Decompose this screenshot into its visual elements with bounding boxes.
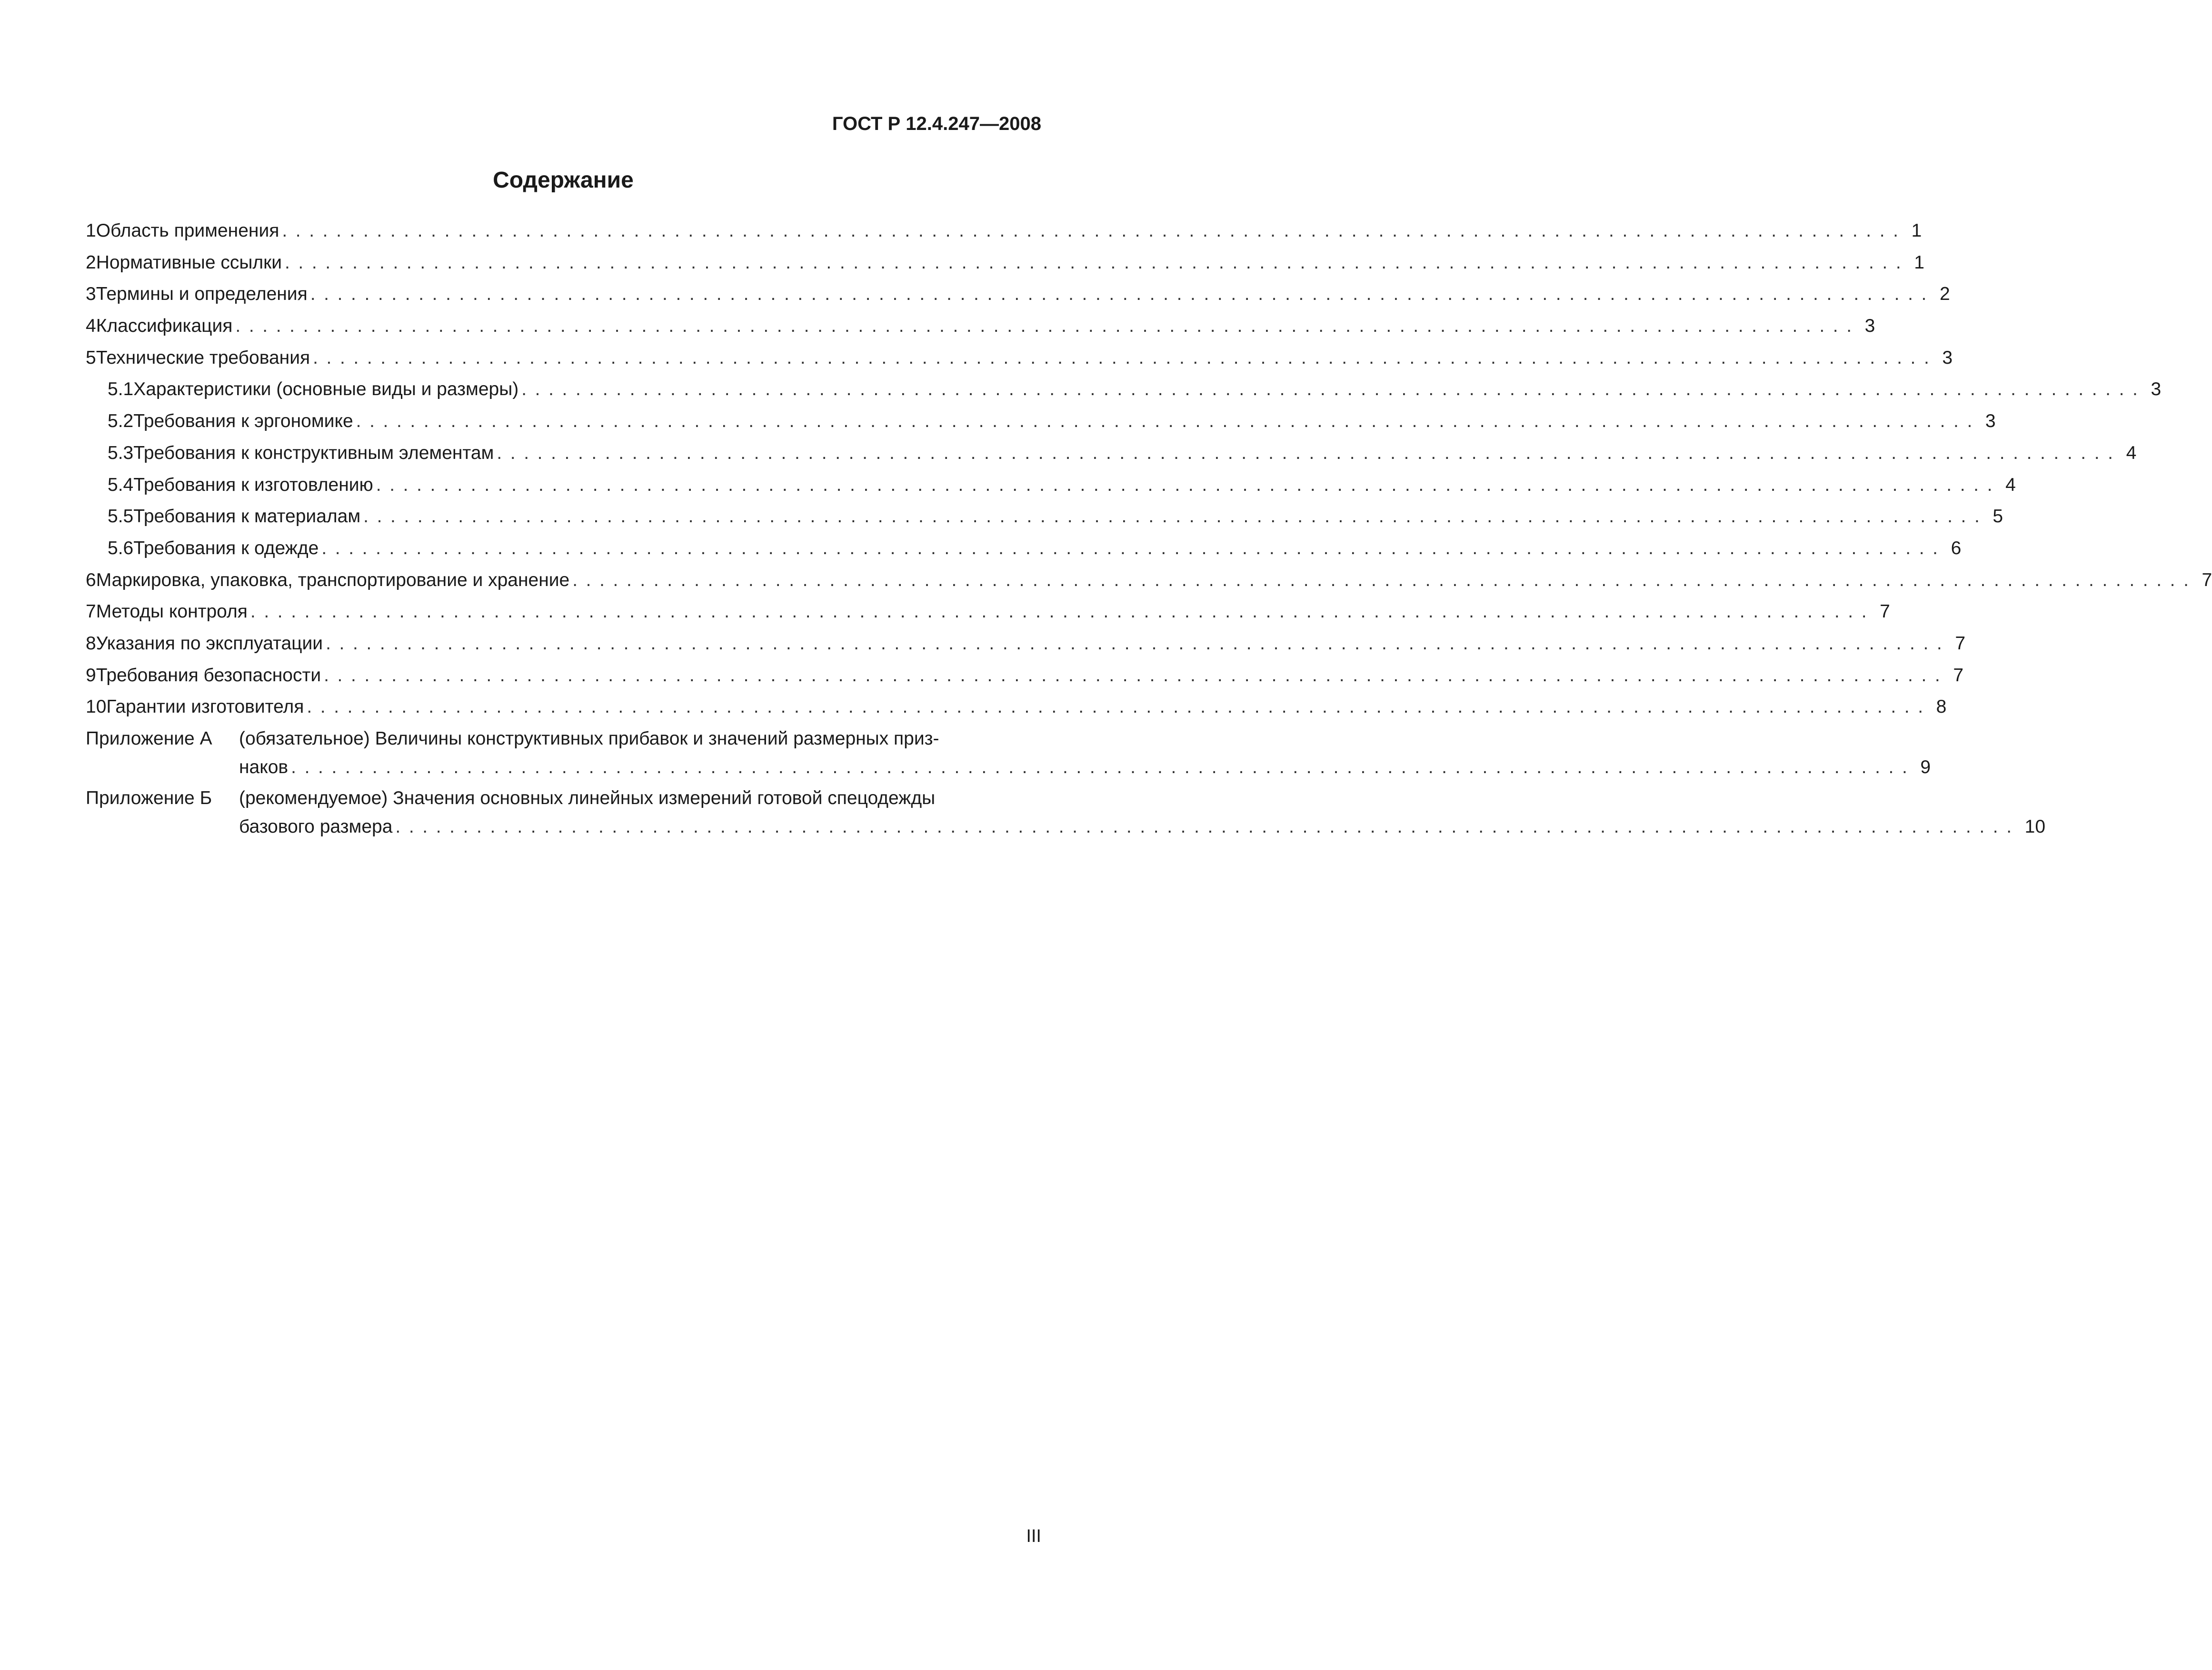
appendix-label: Приложение А <box>86 728 212 749</box>
appendix-title-line1: (обязательное) Величины конструктивных прибавок и значений размерных приз- <box>239 728 939 749</box>
dot-leader: ........................................................................................................................ <box>326 633 1951 654</box>
toc-entry-title: Нормативные ссылки <box>96 252 282 273</box>
toc-entry-page: 1 <box>1911 220 1922 241</box>
dot-leader: ........................................................................................................................ <box>310 284 1935 305</box>
toc-entry-title: Требования к материалам <box>133 506 361 527</box>
dot-leader: ........................................................................................................................ <box>356 411 1981 432</box>
toc-entry-number: 5.1 <box>108 379 134 400</box>
toc-subentry[interactable] <box>86 500 2003 532</box>
dot-leader: ........................................................................................................................ <box>321 537 1946 558</box>
toc-entry[interactable] <box>86 214 1922 246</box>
toc-entry-number: 5.2 <box>108 411 134 432</box>
toc-entry-title: Требования к конструктивным элементам <box>133 442 494 463</box>
toc-entry-page: 2 <box>1939 284 1950 305</box>
toc-entry[interactable] <box>86 595 1890 627</box>
dot-leader: ........................................................................................................................ <box>282 220 1907 241</box>
toc-entry[interactable] <box>86 309 1875 341</box>
appendix-label: Приложение Б <box>86 788 212 808</box>
dot-leader: ........................................................................................................................ <box>235 316 1860 337</box>
toc-entry-title: Технические требования <box>96 347 310 368</box>
dot-leader: ........................................................................................................................ <box>307 696 1932 717</box>
toc-entry-title: Маркировка, упаковка, транспортирование и хранение <box>96 569 570 590</box>
toc-entry-number: 2 <box>86 252 96 273</box>
toc-entry-title: Классификация <box>96 316 233 337</box>
toc-subentry[interactable] <box>86 405 1996 437</box>
toc-entry-title: Характеристики (основные виды и размеры) <box>133 379 519 400</box>
toc-appendix-entry[interactable] <box>86 722 1931 782</box>
toc-entry-page: 10 <box>2024 816 2046 837</box>
toc-entry-page: 4 <box>2005 474 2016 495</box>
toc-entry-number: 7 <box>86 601 96 622</box>
toc-entry[interactable] <box>86 659 1964 691</box>
toc-entry-title: Требования к изготовлению <box>133 474 373 495</box>
toc-entry-title: Гарантии изготовителя <box>106 696 304 717</box>
toc-entry-page: 3 <box>1985 411 1996 432</box>
toc-entry-page: 7 <box>1953 665 1964 686</box>
toc-subentry[interactable] <box>86 468 2016 500</box>
dot-leader: ........................................................................................................................ <box>521 379 2146 400</box>
toc-entry-page: 7 <box>1955 633 1966 654</box>
dot-leader: ........................................................................................................................ <box>291 757 1916 777</box>
table-of-contents <box>86 214 2212 841</box>
dot-leader: ........................................................................................................................ <box>313 347 1938 368</box>
toc-entry-number: 5.6 <box>108 537 134 558</box>
toc-entry-page: 9 <box>1920 757 1931 777</box>
toc-entry-number: 5.4 <box>108 474 134 495</box>
toc-entry-number: 8 <box>86 633 96 654</box>
toc-entry-number: 1 <box>86 220 96 241</box>
dot-leader: ........................................................................................................................ <box>497 442 2122 463</box>
toc-entry-title: Методы контроля <box>96 601 248 622</box>
appendix-title-line2: наков <box>239 757 289 777</box>
page-folio: III <box>1026 1526 1041 1546</box>
dot-leader: ........................................................................................................................ <box>363 506 1988 527</box>
toc-entry-page: 1 <box>1914 252 1924 273</box>
toc-entry-page: 8 <box>1936 696 1947 717</box>
toc-entry-page: 7 <box>1880 601 1890 622</box>
dot-leader: ........................................................................................................................ <box>572 569 2197 590</box>
toc-entry-number: 4 <box>86 316 96 337</box>
toc-title: Содержание <box>493 168 634 193</box>
toc-subentry[interactable] <box>86 437 2137 468</box>
toc-entry-page: 3 <box>1942 347 1953 368</box>
toc-entry[interactable] <box>86 564 2212 596</box>
toc-entry-page: 6 <box>1951 537 1962 558</box>
appendix-title-line1: (рекомендуемое) Значения основных линейных измерений готовой спецодежды <box>239 788 936 808</box>
dot-leader: ........................................................................................................................ <box>250 601 1875 622</box>
toc-entry-page: 4 <box>2126 442 2137 463</box>
toc-entry-number: 5 <box>86 347 96 368</box>
document-code: ГОСТ Р 12.4.247—2008 <box>832 113 1041 134</box>
toc-entry-number: 9 <box>86 665 96 686</box>
toc-entry[interactable] <box>86 278 1950 309</box>
toc-entry-title: Требования к эргономике <box>133 411 353 432</box>
toc-entry[interactable] <box>86 341 1953 373</box>
toc-entry-number: 5.5 <box>108 506 134 527</box>
toc-entry[interactable] <box>86 627 1966 659</box>
appendix-title-line2: базового размера <box>239 816 393 837</box>
toc-entry-page: 3 <box>1864 316 1875 337</box>
toc-entry-title: Термины и определения <box>96 284 308 305</box>
toc-entry-page: 7 <box>2202 569 2212 590</box>
toc-entry-title: Указания по эксплуатации <box>96 633 323 654</box>
toc-entry-title: Требования безопасности <box>96 665 321 686</box>
toc-entry-title: Область применения <box>96 220 279 241</box>
toc-entry[interactable] <box>86 246 1924 278</box>
toc-subentry[interactable] <box>86 532 1962 564</box>
toc-subentry[interactable] <box>86 373 2162 405</box>
toc-entry-title: Требования к одежде <box>133 537 319 558</box>
dot-leader: ........................................................................................................................ <box>376 474 2001 495</box>
toc-entry-page: 3 <box>2151 379 2162 400</box>
toc-entry-number: 10 <box>86 696 107 717</box>
dot-leader: ........................................................................................................................ <box>324 665 1949 686</box>
toc-entry-number: 5.3 <box>108 442 134 463</box>
toc-entry-number: 3 <box>86 284 96 305</box>
dot-leader: ........................................................................................................................ <box>285 252 1910 273</box>
toc-appendix-entry[interactable] <box>86 782 2046 841</box>
toc-entry-number: 6 <box>86 569 96 590</box>
toc-entry[interactable] <box>86 690 1947 722</box>
toc-entry-page: 5 <box>1993 506 2003 527</box>
dot-leader: ........................................................................................................................ <box>395 816 2020 837</box>
